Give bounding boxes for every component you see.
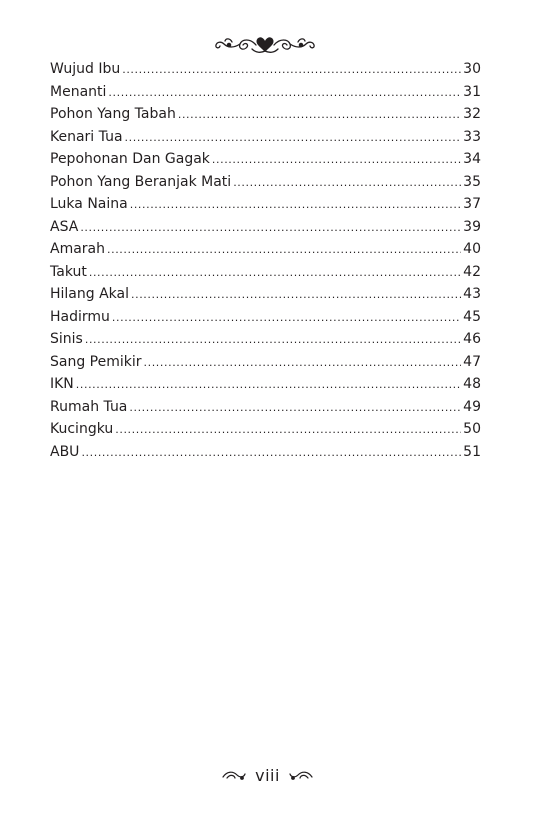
toc-entry-title: Kucingku	[50, 421, 114, 437]
toc-entry-page: 49	[463, 398, 481, 415]
toc-entry[interactable]	[50, 171, 481, 194]
toc-entry-page: 30	[463, 61, 481, 77]
toc-entry-page: 50	[463, 421, 481, 437]
toc-entry-title: Amarah	[50, 241, 106, 257]
toc-dot-leader	[112, 307, 461, 330]
toc-entry-page: 45	[463, 308, 481, 325]
toc-entry-title: Pohon Yang Beranjak Mati	[50, 173, 232, 190]
toc-entry-page: 33	[463, 128, 481, 145]
toc-dot-leader	[129, 397, 461, 420]
table-of-contents	[50, 58, 481, 463]
toc-entry-page: 43	[463, 286, 481, 302]
toc-entry-title: Rumah Tua	[50, 398, 128, 415]
toc-entry[interactable]	[50, 81, 481, 104]
toc-entry-page: 40	[463, 241, 481, 257]
flourish-right-icon	[288, 769, 314, 781]
toc-entry-page: 35	[463, 173, 481, 190]
toc-entry[interactable]	[50, 306, 481, 329]
toc-entry-page: 48	[463, 376, 481, 392]
toc-entry[interactable]	[50, 238, 481, 261]
toc-entry-title: Sang Pemikir	[50, 353, 142, 370]
toc-entry[interactable]	[50, 103, 481, 126]
toc-entry-title: Kenari Tua	[50, 128, 123, 145]
toc-entry-title: Wujud Ibu	[50, 61, 121, 77]
toc-entry[interactable]	[50, 418, 481, 441]
toc-entry-page: 46	[463, 331, 481, 347]
toc-entry-title: Hadirmu	[50, 308, 110, 325]
toc-entry[interactable]	[50, 216, 481, 239]
toc-entry-title: ABU	[50, 443, 80, 460]
toc-entry[interactable]	[50, 126, 481, 149]
toc-entry[interactable]	[50, 441, 481, 464]
toc-entry-title: IKN	[50, 376, 74, 392]
toc-entry-page: 34	[463, 151, 481, 167]
toc-entry-page: 47	[463, 353, 481, 370]
page-number: viii	[255, 765, 280, 785]
toc-entry[interactable]	[50, 193, 481, 216]
toc-entry-title: Hilang Akal	[50, 286, 130, 302]
toc-entry-page: 37	[463, 196, 481, 212]
toc-entry-title: Takut	[50, 263, 87, 280]
toc-dot-leader	[130, 194, 461, 217]
toc-dot-leader	[131, 284, 461, 307]
flourish-left-icon	[221, 769, 247, 781]
toc-dot-leader	[85, 329, 461, 352]
toc-dot-leader	[107, 239, 461, 262]
toc-dot-leader	[80, 217, 461, 240]
toc-entry[interactable]	[50, 351, 481, 374]
toc-entry[interactable]	[50, 283, 481, 306]
toc-entry[interactable]	[50, 148, 481, 171]
toc-dot-leader	[81, 442, 461, 465]
toc-entry-page: 32	[463, 106, 481, 122]
toc-dot-leader	[108, 82, 461, 105]
toc-dot-leader	[122, 59, 461, 82]
toc-dot-leader	[89, 262, 461, 285]
page-footer	[0, 762, 535, 788]
toc-entry-title: Pepohonan Dan Gagak	[50, 151, 210, 167]
toc-dot-leader	[115, 419, 461, 442]
toc-entry[interactable]	[50, 396, 481, 419]
toc-entry[interactable]	[50, 58, 481, 81]
toc-dot-leader	[178, 104, 461, 127]
toc-dot-leader	[144, 352, 462, 375]
toc-entry-page: 42	[463, 263, 481, 280]
toc-entry-title: Menanti	[50, 83, 107, 100]
toc-entry[interactable]	[50, 373, 481, 396]
toc-entry-page: 31	[463, 83, 481, 100]
floral-divider-icon	[212, 33, 318, 55]
toc-entry-title: Pohon Yang Tabah	[50, 106, 176, 122]
toc-entry-title: ASA	[50, 218, 79, 235]
toc-dot-leader	[212, 149, 461, 172]
toc-dot-leader	[125, 127, 462, 150]
toc-entry[interactable]	[50, 261, 481, 284]
toc-dot-leader	[233, 172, 461, 195]
toc-entry[interactable]	[50, 328, 481, 351]
toc-entry-title: Sinis	[50, 331, 83, 347]
toc-dot-leader	[76, 374, 461, 397]
toc-entry-page: 39	[463, 218, 481, 235]
toc-entry-title: Luka Naina	[50, 196, 128, 212]
toc-entry-page: 51	[463, 443, 481, 460]
